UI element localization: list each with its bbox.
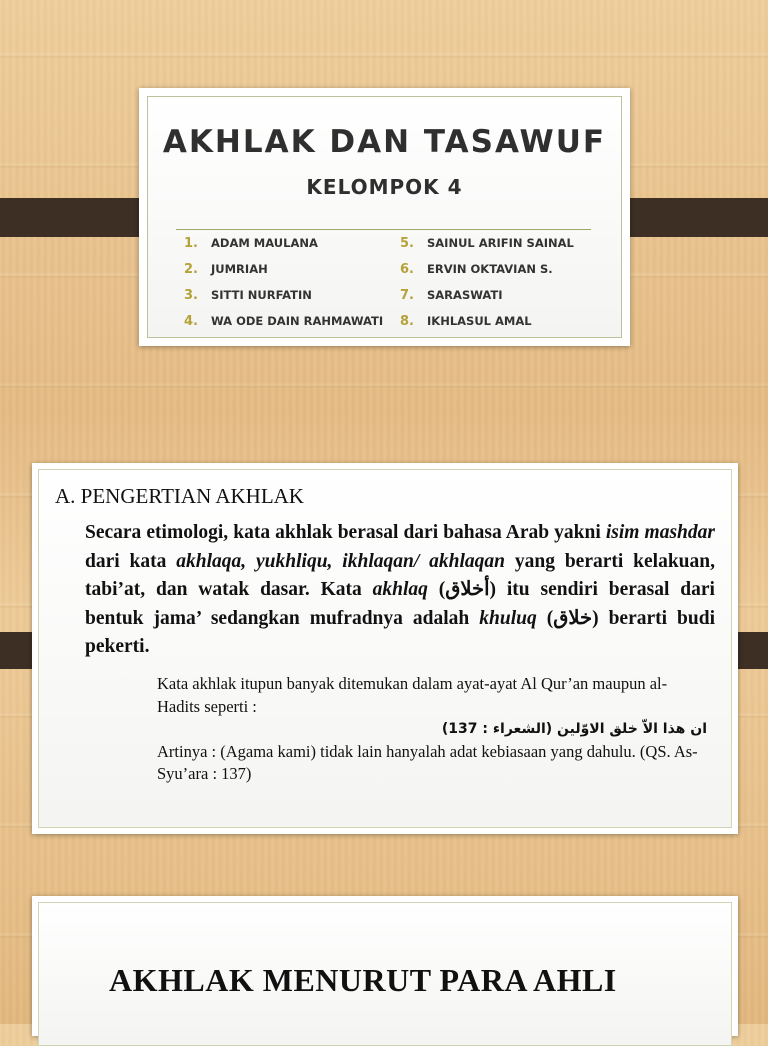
definition-paragraph xyxy=(85,519,715,662)
member-number: 5. xyxy=(400,236,414,251)
quote-block xyxy=(157,673,707,786)
member-item xyxy=(400,234,600,253)
para-text: (خلاق) berarti budi pekerti. xyxy=(85,607,715,657)
member-number: 6. xyxy=(400,262,414,277)
slide-title-subheading: KELOMPOK 4 xyxy=(306,175,463,199)
slide-experts[interactable] xyxy=(32,896,738,1036)
slide-definition-frame xyxy=(38,469,732,828)
para-term: akhlaq xyxy=(372,579,428,600)
para-text: yang berarti kelakuan, tabi’at, dan watak dasar. Kata xyxy=(85,550,715,600)
member-number: 7. xyxy=(400,288,414,303)
para-term: khuluq xyxy=(479,607,537,629)
member-item xyxy=(184,312,400,331)
quote-translation: Artinya : (Agama kami) tidak lain hanyalah adat kebiasaan yang dahulu. (QS. As-Syu’ara : 137) xyxy=(157,741,698,783)
para-term: isim mashdar xyxy=(605,522,715,543)
para-text: dari kata xyxy=(85,550,177,572)
quote-intro: Kata akhlak itupun banyak ditemukan dalam ayat-ayat Al Qur’an maupun al-Hadits seperti : xyxy=(157,674,668,716)
decor-bar-left-1 xyxy=(0,198,155,237)
divider xyxy=(176,229,591,230)
member-item xyxy=(184,234,400,253)
member-number: 2. xyxy=(184,262,198,277)
decor-bar-right-1 xyxy=(612,198,768,237)
member-number: 4. xyxy=(184,314,198,329)
para-text: (أخلاق) itu sendiri berasal dari bentuk jama’ sedangkan mufradnya adalah xyxy=(85,579,715,629)
para-text: Secara etimologi, kata akhlak berasal dari bahasa Arab yakni xyxy=(85,522,606,543)
member-name: SAINUL ARIFIN SAINAL xyxy=(427,236,574,250)
para-term: akhlaqa, yukhliqu, ikhlaqan/ akhlaqan xyxy=(176,550,505,572)
slide-experts-frame xyxy=(38,902,732,1046)
slide-definition[interactable] xyxy=(32,463,738,834)
member-number: 1. xyxy=(184,236,198,251)
slide-definition-heading: A. PENGERTIAN AKHLAK xyxy=(55,484,304,508)
member-number: 3. xyxy=(184,288,198,303)
member-name: WA ODE DAIN RAHMAWATI xyxy=(211,314,384,328)
member-item xyxy=(184,286,400,305)
member-item xyxy=(400,286,600,305)
arabic-verse: ان هذا الاّ خلق الاوّلين (الشعراء : 137) xyxy=(441,721,707,737)
member-list xyxy=(184,234,604,331)
member-item xyxy=(400,312,600,331)
member-name: IKHLASUL AMAL xyxy=(427,314,532,328)
member-name: ERVIN OKTAVIAN S. xyxy=(427,262,553,276)
slide-title-heading: AKHLAK DAN TASAWUF xyxy=(162,124,607,160)
slide-experts-heading: AKHLAK MENURUT PARA AHLI xyxy=(109,962,617,998)
member-name: ADAM MAULANA xyxy=(211,236,318,250)
member-item xyxy=(184,260,400,279)
member-name: JUMRIAH xyxy=(211,262,268,276)
slide-title-frame xyxy=(147,96,622,338)
member-item xyxy=(400,260,600,279)
slide-title[interactable] xyxy=(139,88,630,346)
member-number: 8. xyxy=(400,314,414,329)
member-name: SITTI NURFATIN xyxy=(211,288,312,302)
member-name: SARASWATI xyxy=(427,288,503,302)
